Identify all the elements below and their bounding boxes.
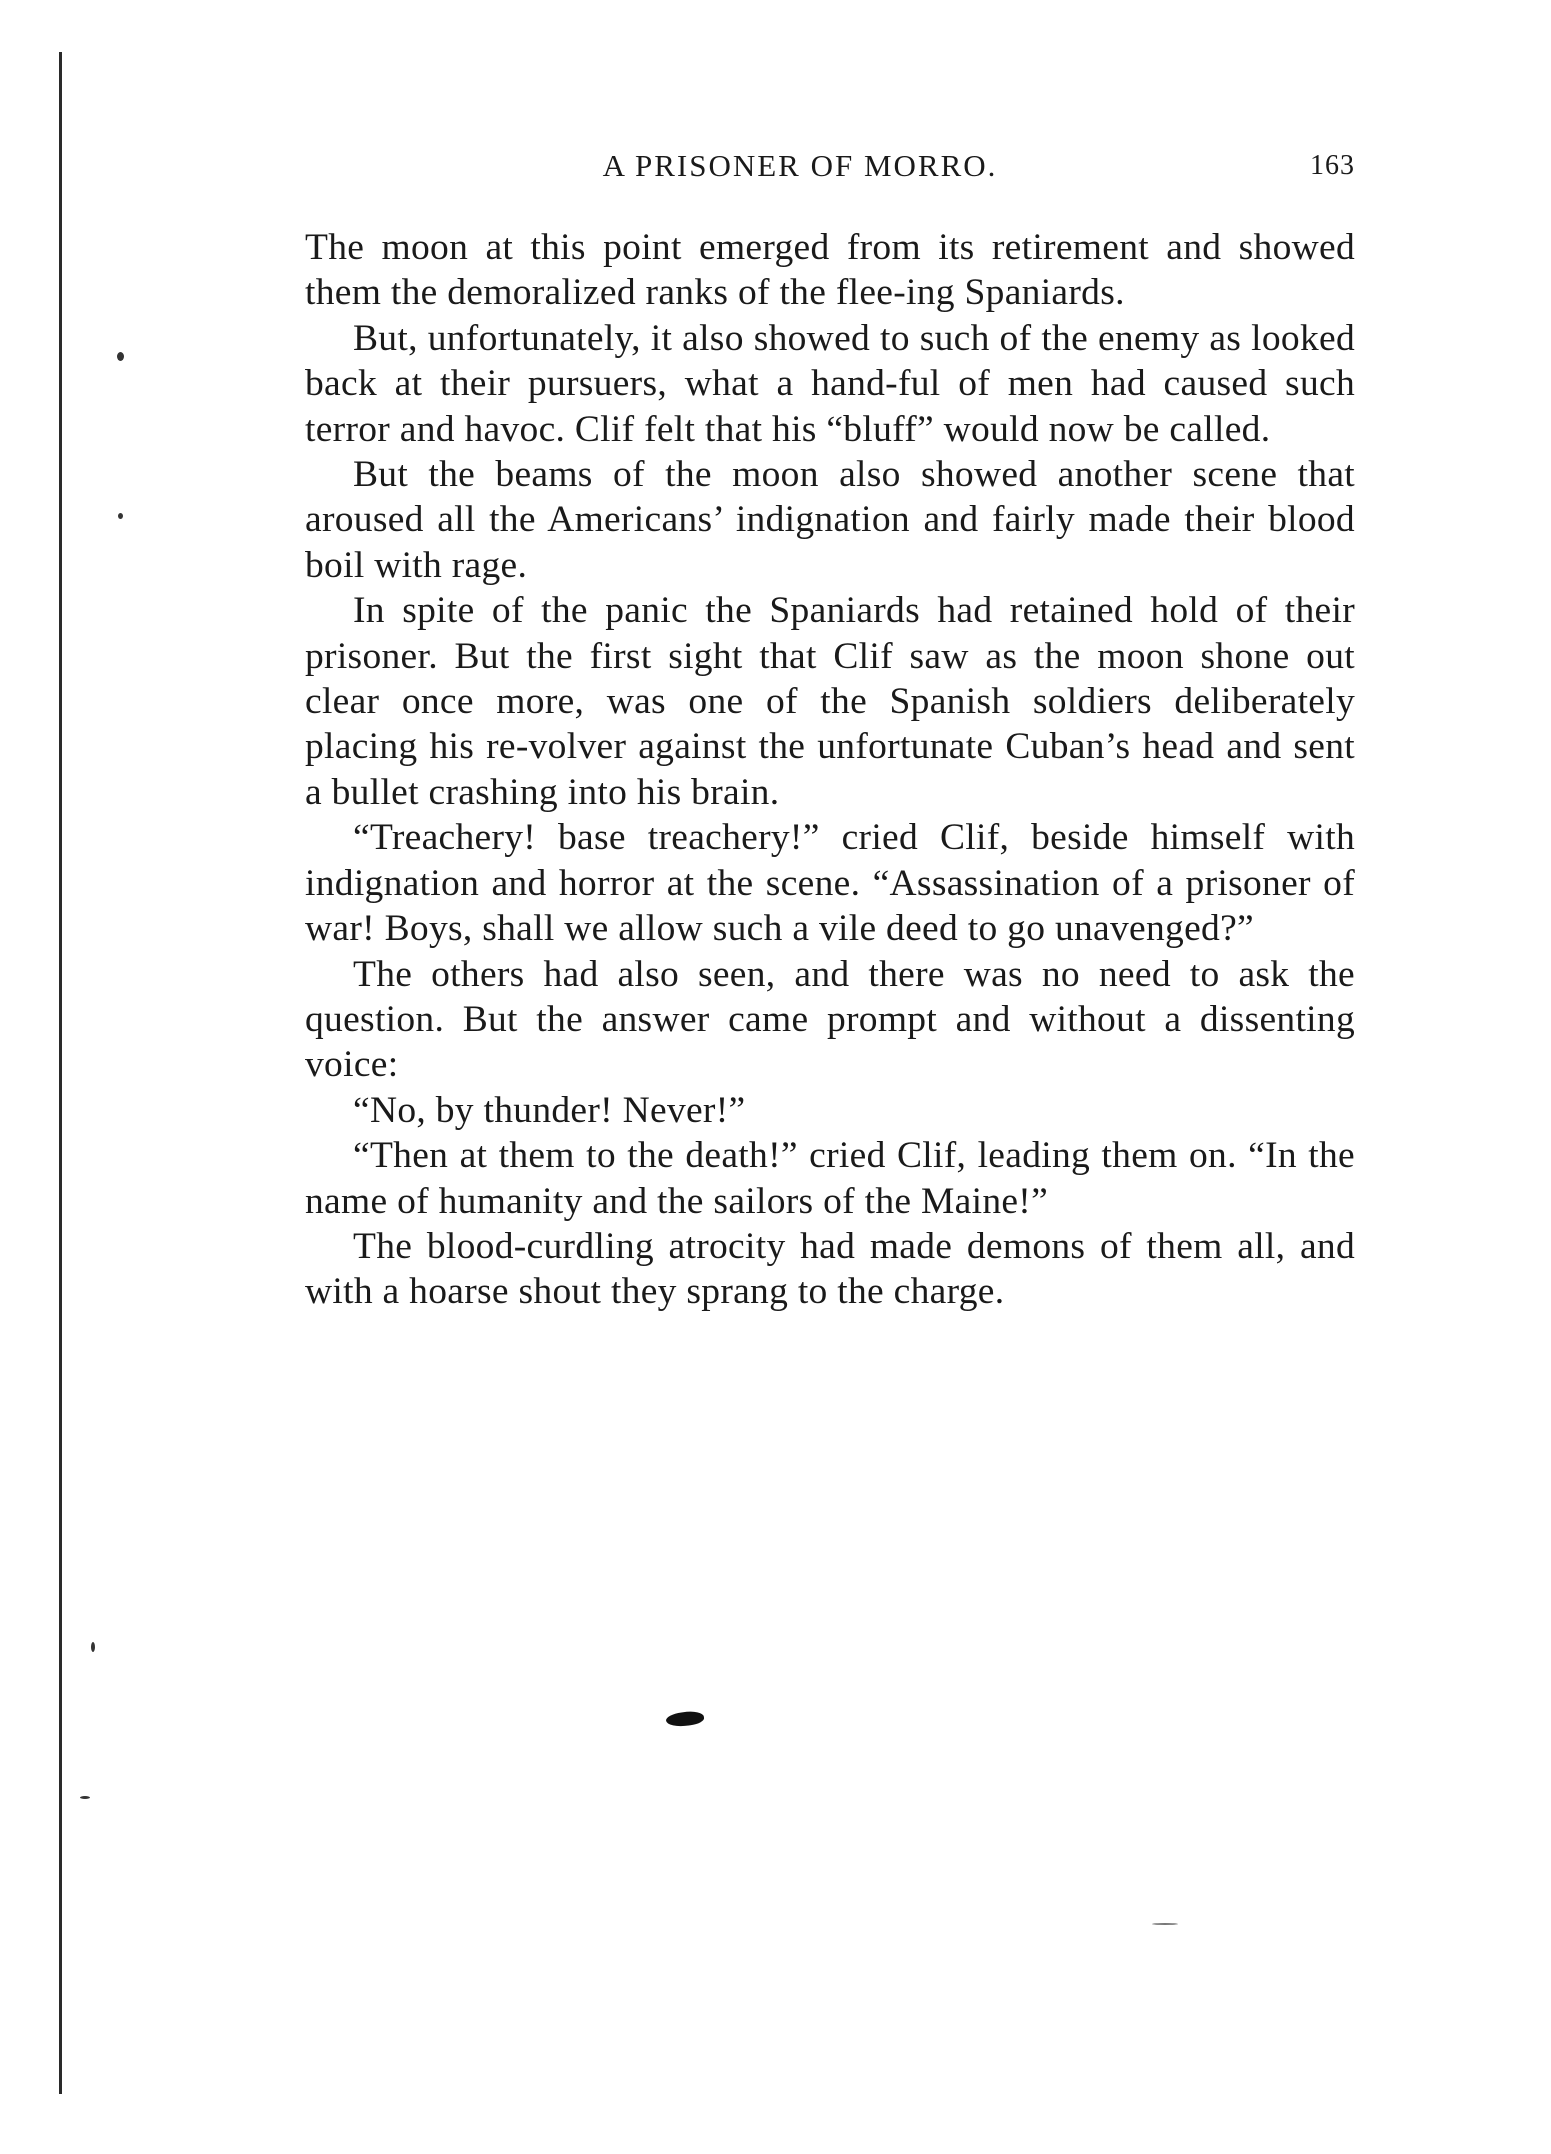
running-head — [305, 142, 1355, 190]
paragraph: In spite of the panic the Spaniards had retained hold of their prisoner. But the first sight that Clif saw as the moon shone out clear once more, was one of the Spanish soldiers deliberately placing his re-volver against the unfortunate Cuban’s head and sent a bullet crashing into his brain. — [305, 590, 1355, 813]
body-text — [305, 225, 1355, 1315]
ink-speck — [118, 513, 123, 519]
paragraph: “Treachery! base treachery!” cried Clif, beside himself with indignation and horror at the scene. “Assassination of a prisoner of war! Boys, shall we allow such a vile deed to go unavenged?” — [305, 817, 1355, 950]
paragraph: But, unfortunately, it also showed to such of the enemy as looked back at their pursuers, what a hand-ful of men had caused such terror and havoc. Clif felt that his “bluff” would now be called. — [305, 317, 1355, 450]
paragraph: But the beams of the moon also showed another scene that aroused all the Americans’ indignation and fairly made their blood boil with rage. — [305, 454, 1355, 586]
paragraph: “No, by thunder! Never!” — [353, 1089, 746, 1131]
running-title: A PRISONER OF MORRO. — [602, 148, 998, 183]
paragraph: The others had also seen, and there was no need to ask the question. But the answer came prompt and without a dissenting voice: — [305, 953, 1355, 1086]
ink-speck — [80, 1796, 90, 1799]
ink-speck — [117, 352, 124, 361]
paragraph: The blood-curdling atrocity had made demons of them all, and with a hoarse shout they sprang to the charge. — [305, 1225, 1355, 1313]
paragraph: “Then at them to the death!” cried Clif, leading them on. “In the name of humanity and the sailors of the Maine!” — [305, 1135, 1355, 1222]
paragraph: The moon at this point emerged from its retirement and showed them the demoralized ranks of the flee-ing Spaniards. — [305, 227, 1355, 314]
ink-speck — [1152, 1923, 1178, 1925]
ink-speck — [91, 1642, 95, 1652]
binding-edge-line — [59, 52, 62, 2094]
page-number: 163 — [1310, 150, 1355, 181]
ink-blot-ornament — [665, 1709, 705, 1728]
